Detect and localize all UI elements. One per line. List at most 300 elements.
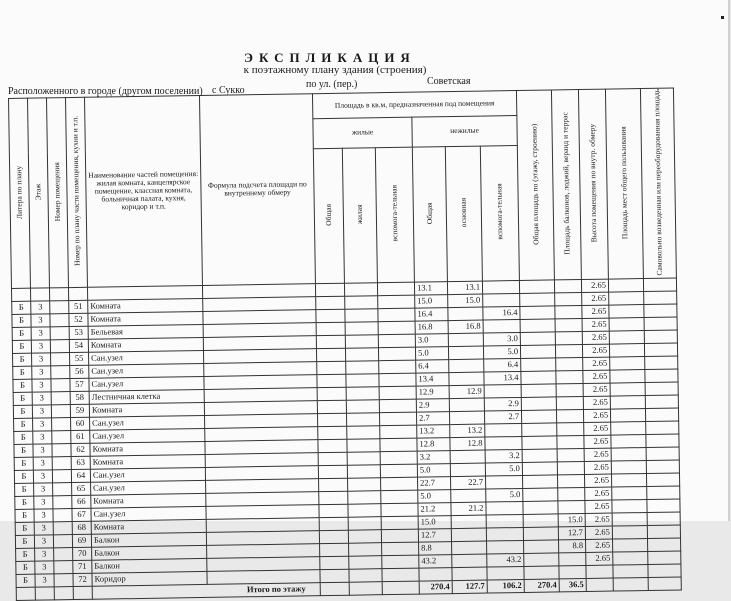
- cell-total-area: [520, 306, 555, 320]
- cell-total-nonliving: 2.7: [416, 411, 449, 425]
- cell-room-no: [53, 534, 72, 547]
- cell-aux-nonliving: 3.2: [485, 449, 522, 463]
- cell-balcony: [557, 422, 584, 435]
- cell-main: [452, 541, 487, 555]
- cell-floor: 3: [32, 366, 51, 379]
- cell-main: [451, 515, 486, 529]
- cell-total-nonliving: 5.0: [417, 463, 450, 477]
- cell-liter: Б: [13, 353, 32, 366]
- cell-total-area: [524, 540, 559, 554]
- cell-room-no: [52, 430, 71, 443]
- totals-total-nonliving: 270.4: [419, 580, 452, 594]
- cell-balcony: [555, 292, 582, 305]
- cell-aux-living: [379, 399, 416, 413]
- cell-balcony: [557, 448, 584, 461]
- cell-balcony: [556, 357, 583, 370]
- cell-liter: Б: [13, 379, 32, 392]
- cell-aux-nonliving: 2.7: [484, 410, 521, 424]
- cell-total-nonliving: 12.9: [416, 385, 449, 399]
- cell-total-living: [317, 374, 346, 387]
- header-liter: Литера по плану: [14, 165, 24, 219]
- cell-main: [452, 554, 487, 568]
- cell-liter: Б: [15, 522, 34, 535]
- cell-self-alter: [644, 330, 677, 344]
- cell-height: 2.65: [581, 279, 608, 292]
- header-main: основная: [458, 197, 469, 228]
- cell-living: [346, 399, 379, 413]
- cell-total-nonliving: 3.0: [415, 333, 448, 347]
- cell-total-living: [315, 283, 344, 296]
- cell-total-nonliving: 22.7: [418, 476, 451, 490]
- cell-liter: [11, 288, 30, 301]
- cell-common-area: [608, 278, 643, 292]
- cell-total-living: [318, 439, 347, 452]
- cell-liter: Б: [13, 392, 32, 405]
- cell-empty: [35, 587, 54, 600]
- cell-floor: 3: [32, 392, 51, 405]
- cell-room-no: [51, 365, 70, 378]
- cell-balcony: [558, 487, 585, 500]
- document-title: ЭКСПЛИКАЦИЯ: [244, 50, 416, 65]
- cell-balcony: 15.0: [558, 513, 585, 526]
- cell-name: Балкон: [91, 532, 206, 547]
- cell-total-living: [316, 296, 345, 309]
- cell-self-alter: [645, 408, 678, 422]
- cell-height: 2.65: [582, 305, 609, 318]
- cell-total-area: [524, 553, 559, 567]
- cell-main: 21.2: [451, 502, 486, 516]
- cell-aux-nonliving: 16.4: [483, 306, 520, 320]
- cell-aux-living: [379, 360, 416, 374]
- cell-liter: Б: [16, 548, 35, 561]
- totals-balcony: 36.5: [559, 578, 586, 591]
- cell-living: [348, 503, 381, 517]
- location-prefix: Расположенного в городе (другом поселении): [8, 86, 203, 97]
- cell-room-no: [53, 482, 72, 495]
- cell-total-living: [316, 335, 345, 348]
- cell-room-no: [50, 313, 69, 326]
- cell-aux-nonliving: [483, 319, 520, 333]
- cell-aux-nonliving: 2.9: [484, 397, 521, 411]
- cell-height: 2.65: [583, 383, 610, 396]
- cell-aux-living: [381, 503, 418, 517]
- cell-total-area: [521, 384, 556, 398]
- cell-self-alter: [644, 291, 677, 305]
- cell-common-area: [612, 499, 647, 513]
- location-settlement: с Сукко: [212, 85, 245, 96]
- cell-total-area: [522, 462, 557, 476]
- cell-balcony: 8.8: [559, 539, 586, 552]
- cell-liter: Б: [14, 457, 33, 470]
- cell-aux-living: [380, 464, 417, 478]
- cell-aux-living: [379, 373, 416, 387]
- cell-part-no: 54: [69, 339, 88, 352]
- cell-part-no: [68, 287, 87, 300]
- cell-common-area: [611, 434, 646, 448]
- cell-balcony: [555, 331, 582, 344]
- cell-living: [348, 516, 381, 530]
- cell-aux-living: [380, 425, 417, 439]
- cell-floor: 3: [33, 470, 52, 483]
- cell-name: Балкон: [92, 545, 207, 560]
- cell-total-living: [318, 465, 347, 478]
- cell-main: [452, 567, 487, 581]
- cell-balcony: [556, 396, 583, 409]
- cell-room-no: [54, 560, 73, 573]
- cell-living: [347, 438, 380, 452]
- cell-living: [345, 295, 378, 309]
- cell-self-alter: [648, 564, 681, 578]
- cell-main: [448, 333, 483, 347]
- cell-aux-living: [378, 308, 415, 322]
- cell-aux-nonliving: [485, 475, 522, 489]
- cell-total-living: [319, 478, 348, 491]
- cell-part-no: 55: [70, 352, 89, 365]
- cell-main: [449, 359, 484, 373]
- cell-main: 13.1: [447, 281, 482, 295]
- cell-name: Сан.узел: [89, 363, 204, 378]
- cell-self-alter: [647, 499, 680, 513]
- explication-table: [8, 88, 682, 601]
- cell-main: [450, 450, 485, 464]
- cell-height: 2.65: [586, 539, 613, 552]
- cell-name: Сан.узел: [88, 350, 203, 365]
- cell-part-no: 57: [70, 378, 89, 391]
- cell-aux-nonliving: 5.0: [483, 345, 520, 359]
- cell-self-alter: [646, 473, 679, 487]
- cell-floor: 3: [35, 561, 54, 574]
- cell-part-no: 67: [72, 508, 91, 521]
- cell-self-alter: [648, 551, 681, 565]
- cell-aux-nonliving: [485, 436, 522, 450]
- totals-total-area: 270.4: [524, 579, 559, 593]
- cell-liter: Б: [14, 431, 33, 444]
- cell-main: 22.7: [450, 476, 485, 490]
- cell-aux-nonliving: 6.4: [484, 358, 521, 372]
- cell-total-living: [318, 426, 347, 439]
- cell-floor: 3: [33, 457, 52, 470]
- cell-height: 2.65: [585, 487, 612, 500]
- cell-liter: Б: [15, 483, 34, 496]
- cell-self-alter: [647, 525, 680, 539]
- header-common-area: Площадь мест общего пользования: [618, 126, 630, 240]
- cell-living: [348, 477, 381, 491]
- cell-self-alter: [644, 317, 677, 331]
- cell-room-no: [54, 573, 73, 586]
- cell-common-area: [610, 408, 645, 422]
- cell-main: [448, 307, 483, 321]
- cell-total-living: [316, 348, 345, 361]
- cell-height: 2.65: [585, 526, 612, 539]
- cell-living: [346, 412, 379, 426]
- cell-living: [347, 464, 380, 478]
- cell-total-living: [317, 413, 346, 426]
- cell-height: 2.65: [586, 552, 613, 565]
- cell-aux-living: [377, 282, 414, 296]
- cell-floor: 3: [33, 431, 52, 444]
- cell-total-area: [520, 319, 555, 333]
- cell-liter: Б: [14, 418, 33, 431]
- cell-total-nonliving: 13.1: [414, 281, 447, 295]
- cell-part-no: 71: [73, 560, 92, 573]
- cell-balcony: [558, 500, 585, 513]
- cell-aux-living: [380, 451, 417, 465]
- cell-main: [451, 489, 486, 503]
- cell-name: Сан.узел: [90, 415, 205, 430]
- cell-height: 2.65: [584, 474, 611, 487]
- cell-living: [347, 425, 380, 439]
- cell-room-no: [51, 391, 70, 404]
- cell-aux-nonliving: 5.0: [486, 488, 523, 502]
- cell-part-no: 65: [72, 482, 91, 495]
- cell-room-no: [50, 326, 69, 339]
- header-name: Наименование частей помещения: жилая комната, канцелярское помещение, классная комната, больничная палата, кухня, коридор и т.п.: [84, 95, 202, 286]
- cell-total-nonliving: 3.2: [417, 450, 450, 464]
- cell-aux-living: [380, 438, 417, 452]
- cell-floor: [30, 288, 49, 301]
- cell-total-area: [522, 449, 557, 463]
- cell-main: 13.2: [450, 424, 485, 438]
- cell-height: 2.65: [585, 500, 612, 513]
- cell-common-area: [609, 291, 644, 305]
- cell-common-area: [611, 421, 646, 435]
- header-total-area: Общая площадь по (этажу, строению): [529, 123, 541, 245]
- cell-liter: Б: [16, 574, 35, 587]
- header-self-alter: Самовольно возведенная или переоборудованная площадь: [651, 88, 664, 276]
- cell-self-alter: [644, 343, 677, 357]
- cell-empty: [613, 577, 648, 591]
- cell-common-area: [609, 317, 644, 331]
- header-living: жилые: [313, 117, 412, 148]
- cell-name: Сан.узел: [89, 376, 204, 391]
- cell-total-living: [320, 543, 349, 556]
- cell-total-living: [317, 361, 346, 374]
- cell-floor: 3: [35, 574, 54, 587]
- cell-total-nonliving: 5.0: [415, 346, 448, 360]
- cell-main: 15.0: [448, 294, 483, 308]
- cell-living: [346, 360, 379, 374]
- header-nonliving: нежилые: [412, 116, 517, 147]
- scan-mark: [721, 16, 724, 19]
- cell-floor: 3: [34, 496, 53, 509]
- cell-height: 2.65: [582, 292, 609, 305]
- location-street: Советская: [427, 76, 471, 87]
- cell-balcony: [555, 305, 582, 318]
- cell-total-area: [521, 410, 556, 424]
- cell-total-area: [522, 436, 557, 450]
- cell-balcony: [555, 344, 582, 357]
- totals-main: 127.7: [452, 580, 487, 594]
- cell-aux-nonliving: [486, 501, 523, 515]
- cell-living: [349, 542, 382, 556]
- cell-part-no: 51: [69, 300, 88, 313]
- cell-balcony: [557, 474, 584, 487]
- cell-common-area: [610, 395, 645, 409]
- cell-main: [449, 398, 484, 412]
- cell-floor: 3: [31, 301, 50, 314]
- cell-floor: 3: [34, 522, 53, 535]
- cell-height: 2.65: [582, 318, 609, 331]
- cell-total-area: [519, 280, 554, 294]
- cell-total-living: [320, 569, 349, 582]
- cell-total-nonliving: 15.0: [415, 294, 448, 308]
- cell-total-nonliving: 13.2: [417, 424, 450, 438]
- cell-total-living: [317, 400, 346, 413]
- cell-room-no: [51, 352, 70, 365]
- cell-living: [345, 321, 378, 335]
- cell-common-area: [611, 473, 646, 487]
- cell-height: [586, 565, 613, 578]
- cell-total-area: [520, 332, 555, 346]
- cell-living: [348, 529, 381, 543]
- header-part-no: Номер по плану части помещения, кухни и т.п.: [70, 116, 82, 267]
- cell-liter: Б: [12, 301, 31, 314]
- cell-part-no: 72: [73, 573, 92, 586]
- totals-aux-nonliving: 106.2: [487, 579, 524, 593]
- cell-liter: Б: [12, 340, 31, 353]
- cell-total-area: [520, 345, 555, 359]
- cell-height: 2.65: [584, 448, 611, 461]
- cell-self-alter: [647, 486, 680, 500]
- cell-aux-nonliving: 3.0: [483, 332, 520, 346]
- cell-aux-nonliving: [486, 527, 523, 541]
- cell-part-no: 53: [69, 326, 88, 339]
- cell-room-no: [50, 300, 69, 313]
- cell-total-nonliving: 21.2: [418, 502, 451, 516]
- cell-height: 2.65: [584, 422, 611, 435]
- cell-liter: Б: [12, 314, 31, 327]
- cell-aux-living: [378, 295, 415, 309]
- cell-part-no: 64: [71, 469, 90, 482]
- cell-living: [344, 282, 377, 296]
- cell-self-alter: [646, 421, 679, 435]
- cell-total-living: [316, 322, 345, 335]
- cell-balcony: [556, 370, 583, 383]
- cell-name: Лестничная клетка: [89, 389, 204, 404]
- cell-self-alter: [646, 434, 679, 448]
- cell-common-area: [609, 304, 644, 318]
- cell-room-no: [53, 495, 72, 508]
- cell-total-area: [523, 501, 558, 515]
- cell-name: Комната: [89, 402, 204, 417]
- cell-aux-living: [382, 542, 419, 556]
- cell-part-no: 56: [70, 365, 89, 378]
- cell-balcony: [559, 565, 586, 578]
- cell-name: Комната: [88, 311, 203, 326]
- cell-total-area: [521, 397, 556, 411]
- cell-liter: Б: [15, 535, 34, 548]
- cell-liter: Б: [13, 366, 32, 379]
- totals-label: Итого по этажу: [92, 582, 320, 599]
- cell-height: 2.65: [585, 513, 612, 526]
- cell-floor: 3: [33, 444, 52, 457]
- cell-living: [347, 451, 380, 465]
- cell-aux-living: [382, 568, 419, 582]
- location-street-prefix: по ул. (пер.): [306, 79, 358, 90]
- cell-main: 12.9: [449, 385, 484, 399]
- cell-total-area: [524, 566, 559, 580]
- cell-total-living: [319, 530, 348, 543]
- cell-common-area: [611, 460, 646, 474]
- cell-name: Коридор: [92, 571, 207, 586]
- cell-total-living: [319, 491, 348, 504]
- cell-floor: 3: [33, 418, 52, 431]
- cell-total-nonliving: 2.9: [416, 398, 449, 412]
- cell-height: 2.65: [584, 435, 611, 448]
- document-subtitle: к поэтажному плану здания (строения): [243, 64, 427, 76]
- cell-total-nonliving: 5.0: [418, 489, 451, 503]
- cell-total-nonliving: 13.4: [416, 372, 449, 386]
- cell-room-no: [52, 443, 71, 456]
- cell-main: [451, 528, 486, 542]
- cell-common-area: [612, 486, 647, 500]
- cell-aux-living: [381, 516, 418, 530]
- cell-name: Сан.узел: [90, 467, 205, 482]
- cell-main: 12.8: [450, 437, 485, 451]
- cell-total-nonliving: 12.7: [418, 528, 451, 542]
- cell-aux-living: [379, 412, 416, 426]
- cell-common-area: [612, 538, 647, 552]
- cell-name: Комната: [91, 519, 206, 534]
- cell-floor: 3: [35, 548, 54, 561]
- cell-main: [448, 346, 483, 360]
- cell-part-no: 61: [71, 430, 90, 443]
- cell-height: 2.65: [582, 331, 609, 344]
- header-aux-nonliving: вспомога-тельная: [494, 183, 505, 241]
- cell-empty: [648, 577, 681, 591]
- cell-total-nonliving: 6.4: [416, 359, 449, 373]
- header-aux-living: вспомога-тельная: [389, 185, 400, 242]
- cell-aux-nonliving: [484, 384, 521, 398]
- cell-floor: 3: [31, 314, 50, 327]
- cell-liter: Б: [15, 496, 34, 509]
- cell-common-area: [611, 447, 646, 461]
- cell-living: [345, 347, 378, 361]
- cell-height: 2.65: [584, 461, 611, 474]
- cell-aux-nonliving: 43.2: [487, 553, 524, 567]
- cell-living: [345, 308, 378, 322]
- cell-aux-living: [378, 347, 415, 361]
- cell-common-area: [613, 564, 648, 578]
- cell-living: [346, 373, 379, 387]
- cell-aux-living: [378, 321, 415, 335]
- cell-aux-living: [379, 386, 416, 400]
- cell-aux-nonliving: 13.4: [484, 371, 521, 385]
- cell-common-area: [609, 330, 644, 344]
- cell-name: Комната: [91, 493, 206, 508]
- cell-living: [348, 490, 381, 504]
- cell-total-living: [317, 387, 346, 400]
- cell-name: Сан.узел: [91, 506, 206, 521]
- cell-liter: Б: [12, 327, 31, 340]
- cell-living: [349, 555, 382, 569]
- cell-room-no: [51, 378, 70, 391]
- cell-total-living: [320, 556, 349, 569]
- cell-part-no: 59: [70, 404, 89, 417]
- cell-empty: [54, 586, 73, 599]
- cell-aux-nonliving: 5.0: [485, 462, 522, 476]
- cell-total-nonliving: 16.4: [415, 307, 448, 321]
- cell-total-area: [521, 371, 556, 385]
- cell-floor: 3: [34, 509, 53, 522]
- cell-common-area: [610, 356, 645, 370]
- cell-room-no: [50, 339, 69, 352]
- cell-common-area: [610, 369, 645, 383]
- cell-total-living: [318, 452, 347, 465]
- cell-self-alter: [647, 538, 680, 552]
- cell-total-living: [319, 504, 348, 517]
- cell-room-no: [51, 404, 70, 417]
